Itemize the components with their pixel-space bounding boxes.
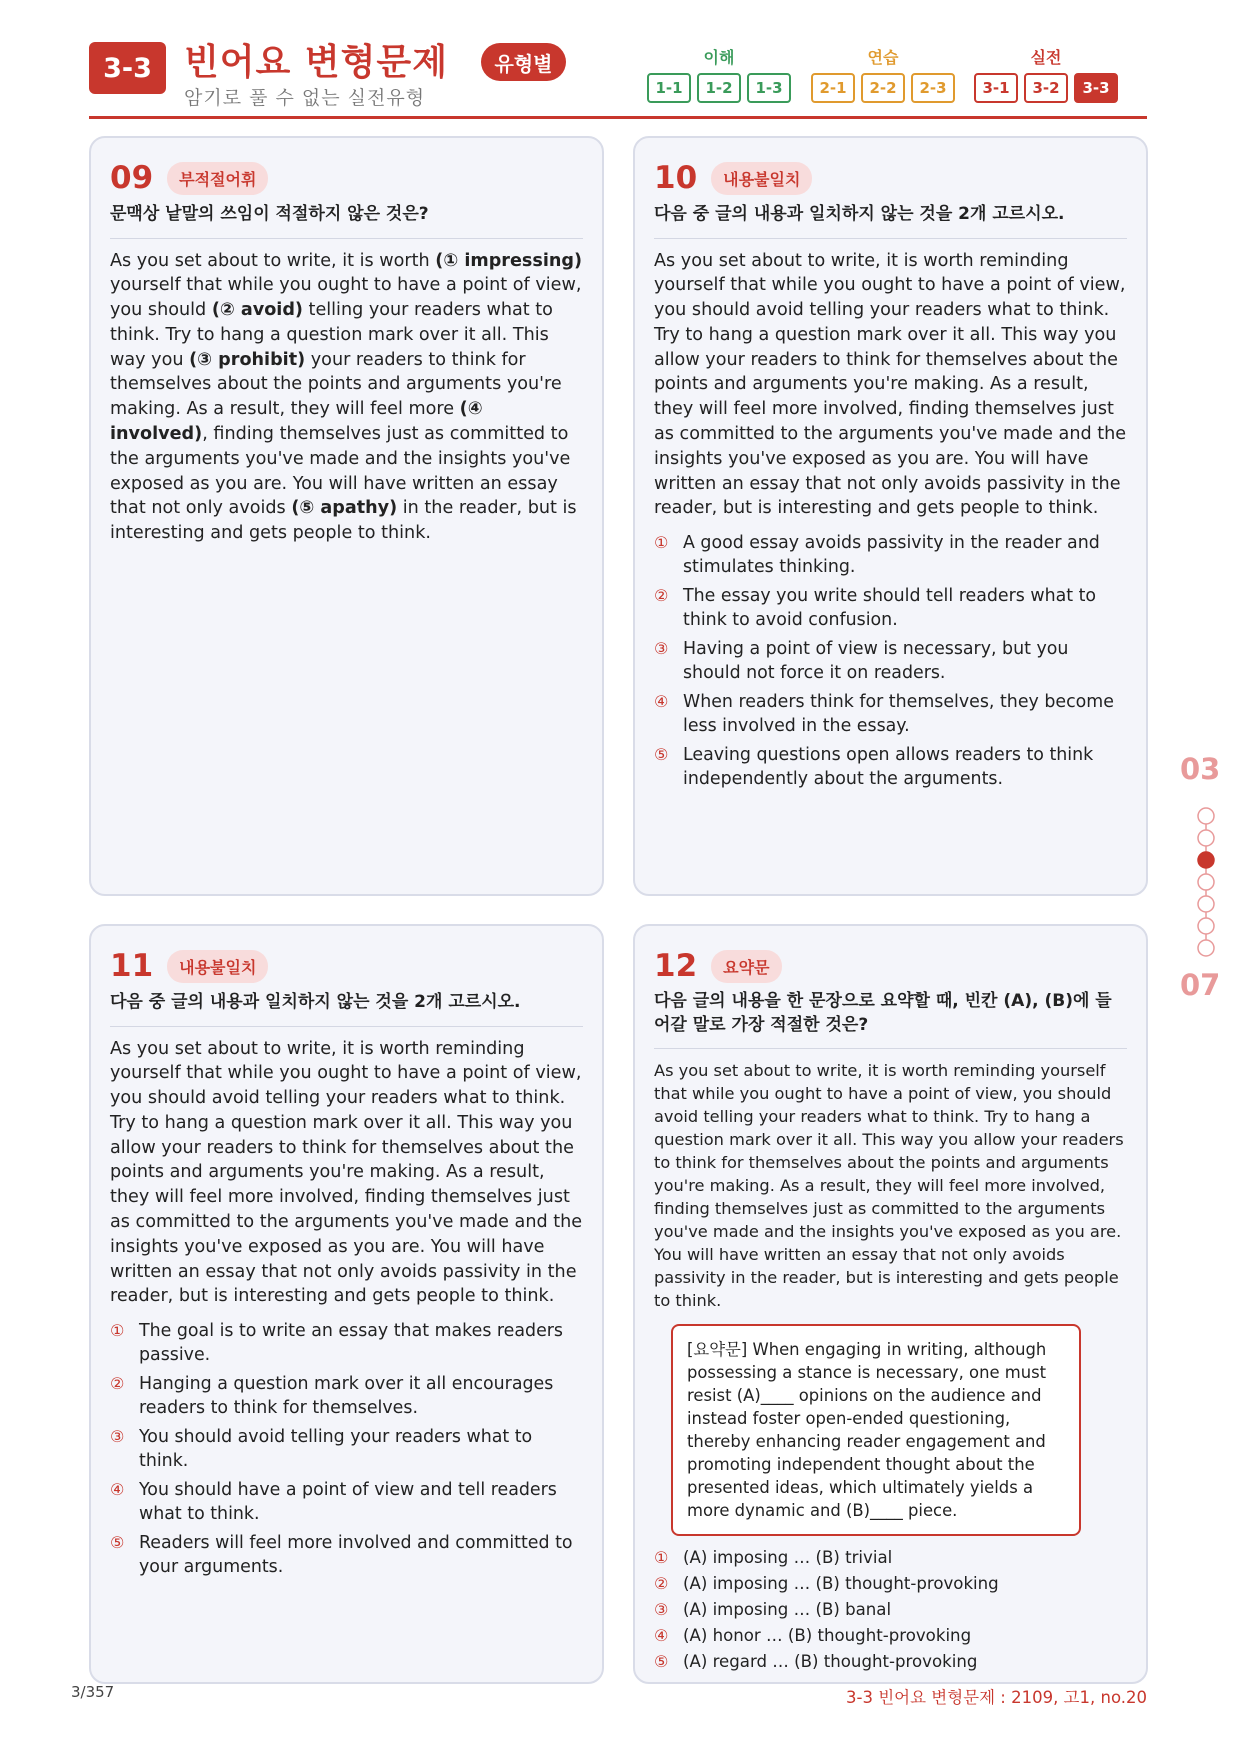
answer-option[interactable] <box>654 690 1127 738</box>
option-marker: ② <box>110 1374 125 1394</box>
option-marker: ① <box>654 533 669 553</box>
option-text: When readers think for themselves, they become less involved in the essay. <box>683 692 1114 737</box>
option-text: You should have a point of view and tell readers what to think. <box>139 1480 557 1525</box>
question-stem: 다음 중 글의 내용과 일치하지 않는 것을 2개 고르시오. <box>654 202 1127 239</box>
answer-option[interactable] <box>110 1478 583 1526</box>
passage-text: yourself that while you ought to have a point of view, you should <box>110 275 582 321</box>
answer-option[interactable] <box>654 1598 1127 1622</box>
question-card-10 <box>633 136 1148 896</box>
option-text: You should avoid telling your readers what to think. <box>139 1427 533 1472</box>
option-marker: ① <box>654 1547 669 1567</box>
option-text: Having a point of view is necessary, but you should not force it on readers. <box>683 639 1069 684</box>
vocab-choice: (③ prohibit) <box>189 349 306 370</box>
option-text: (A) honor … (B) thought-provoking <box>683 1625 972 1645</box>
question-card-12 <box>633 924 1148 1684</box>
option-marker: ③ <box>654 1599 669 1619</box>
level-group-practice <box>811 45 955 103</box>
page-subtitle: 암기로 풀 수 없는 실전유형 <box>184 87 426 109</box>
answer-option[interactable] <box>110 1425 583 1473</box>
summary-box: [요약문] When engaging in writing, although possessing a stance is necessary, one must resist (A)____ opinions on the audience and instead foster open-ended questioning, thereby enhancing reader engagement and promoting independent thought about the presented ideas, which ultimately yields a more dynamic and (B)____ piece. <box>671 1324 1081 1536</box>
answer-options <box>654 1546 1127 1674</box>
level-chip-1-2[interactable]: 1-2 <box>697 73 741 103</box>
question-stem: 다음 중 글의 내용과 일치하지 않는 것을 2개 고르시오. <box>110 990 583 1027</box>
option-text: Leaving questions open allows readers to think independently about the arguments. <box>683 745 1094 790</box>
question-number: 12 <box>654 948 698 984</box>
option-text: Hanging a question mark over it all encourages readers to think for themselves. <box>139 1374 554 1419</box>
rail-end-number: 07 <box>1180 968 1221 1002</box>
progress-rail <box>1195 806 1217 966</box>
vocab-choice: (④ involved) <box>110 399 483 445</box>
question-number: 11 <box>110 948 154 984</box>
answer-option[interactable] <box>654 743 1127 791</box>
rail-step[interactable] <box>1198 874 1214 890</box>
answer-option[interactable] <box>654 1650 1127 1674</box>
rail-step-active[interactable] <box>1198 852 1214 868</box>
passage-text: your readers to think for themselves about the points and arguments you're making. As a result, they will feel more <box>110 349 562 420</box>
answer-options <box>110 1319 583 1579</box>
level-group-real <box>974 45 1118 103</box>
option-marker: ⑤ <box>654 1651 669 1671</box>
progress-steps <box>1195 806 1217 966</box>
option-text: The goal is to write an essay that makes readers passive. <box>139 1321 563 1366</box>
option-text: (A) imposing … (B) trivial <box>683 1547 893 1567</box>
option-text: Readers will feel more involved and committed to your arguments. <box>139 1533 573 1578</box>
level-group-label: 연습 <box>867 48 899 67</box>
question-type-tag: 부적절어휘 <box>167 162 268 195</box>
vocab-choice: (① impressing) <box>435 250 583 271</box>
answer-option[interactable] <box>654 1624 1127 1648</box>
answer-option[interactable] <box>110 1531 583 1579</box>
question-stem: 문맥상 낱말의 쓰임이 적절하지 않은 것은? <box>110 202 583 239</box>
page-title: 빈어요 변형문제 <box>184 42 448 83</box>
level-chip-1-3[interactable]: 1-3 <box>747 73 791 103</box>
answer-option[interactable] <box>110 1319 583 1367</box>
option-text: (A) regard … (B) thought-provoking <box>683 1651 978 1671</box>
question-type-tag: 내용불일치 <box>167 950 268 983</box>
level-group-label: 실전 <box>1030 48 1062 67</box>
level-chip-2-1[interactable]: 2-1 <box>811 73 855 103</box>
passage-text: , finding themselves just as committed to the arguments you've made and the insights you've exposed as you are. You will have written an essay that not only avoids <box>110 424 571 519</box>
rail-step[interactable] <box>1198 896 1214 912</box>
passage-text: in the reader, but is interesting and gets people to think. <box>110 498 577 544</box>
passage-text: telling your readers what to think. Try to hang a question mark over it all. This way you <box>110 300 553 370</box>
question-passage: As you set about to write, it is worth reminding yourself that while you ought to have a point of view, you should avoid telling your readers what to think. Try to hang a question mark over it all. This way you allow your readers to think for themselves about the points and arguments you're making. As a result, they will feel more involved, finding themselves just as committed to the arguments you've made and the insights you've exposed as you are. You will have written an essay that not only avoids passivity in the reader, but is interesting and gets people to think. <box>654 250 1127 519</box>
option-marker: ① <box>110 1321 125 1341</box>
answer-option[interactable] <box>654 1546 1127 1570</box>
option-text: A good essay avoids passivity in the reader and stimulates thinking. <box>683 533 1100 578</box>
answer-option[interactable] <box>654 531 1127 579</box>
level-group-understand <box>647 45 791 103</box>
source-citation: 3-3 빈어요 변형문제 : 2109, 고1, no.20 <box>846 1688 1147 1707</box>
vocab-choice: (② avoid) <box>211 300 303 321</box>
level-group-label: 이해 <box>703 48 735 67</box>
level-chip-2-2[interactable]: 2-2 <box>861 73 905 103</box>
option-marker: ④ <box>110 1480 125 1500</box>
question-card-11 <box>89 924 604 1684</box>
option-text: (A) imposing … (B) thought-provoking <box>683 1573 999 1593</box>
answer-option[interactable] <box>110 1372 583 1420</box>
answer-option[interactable] <box>654 637 1127 685</box>
question-card-09 <box>89 136 604 896</box>
question-type-tag: 요약문 <box>711 950 781 983</box>
question-type-tag: 내용불일치 <box>711 162 812 195</box>
rail-step[interactable] <box>1198 918 1214 934</box>
unit-badge: 3-3 <box>89 42 166 94</box>
question-passage <box>110 249 583 547</box>
answer-option[interactable] <box>654 1572 1127 1596</box>
option-text: The essay you write should tell readers what to think to avoid confusion. <box>683 586 1097 631</box>
question-passage: As you set about to write, it is worth reminding yourself that while you ought to have a point of view, you should avoid telling your readers what to think. Try to hang a question mark over it all. This way you allow your readers to think for themselves about the points and arguments you're making. As a result, they will feel more involved, finding themselves just as committed to the arguments you've made and the insights you've exposed as you are. You will have written an essay that not only avoids passivity in the reader, but is interesting and gets people to think. <box>654 1060 1124 1310</box>
rail-step[interactable] <box>1198 830 1214 846</box>
option-marker: ④ <box>654 692 669 712</box>
question-passage: As you set about to write, it is worth reminding yourself that while you ought to have a point of view, you should avoid telling your readers what to think. Try to hang a question mark over it all. This way you allow your readers to think for themselves about the points and arguments you're making. As a result, they will feel more involved, finding themselves just as committed to the arguments you've made and the insights you've exposed as you are. You will have written an essay that not only avoids passivity in the reader, but is interesting and gets people to think. <box>110 1038 583 1307</box>
question-number: 10 <box>654 160 698 196</box>
answer-options <box>654 531 1127 791</box>
level-chip-3-2[interactable]: 3-2 <box>1024 73 1068 103</box>
level-chip-3-3[interactable]: 3-3 <box>1074 73 1118 103</box>
rail-start-number: 03 <box>1180 752 1221 786</box>
answer-option[interactable] <box>654 584 1127 632</box>
option-marker: ③ <box>110 1427 125 1447</box>
rail-step[interactable] <box>1198 808 1214 824</box>
option-marker: ⑤ <box>654 745 669 765</box>
question-number: 09 <box>110 160 154 196</box>
vocab-choice: (⑤ apathy) <box>291 498 398 519</box>
option-marker: ② <box>654 586 669 606</box>
question-stem: 다음 글의 내용을 한 문장으로 요약할 때, 빈칸 (A), (B)에 들어갈 말로 가장 적절한 것은? <box>654 990 1127 1049</box>
option-marker: ② <box>654 1573 669 1593</box>
type-badge: 유형별 <box>481 43 566 81</box>
level-chip-3-1[interactable]: 3-1 <box>974 73 1018 103</box>
page-number: 3/357 <box>71 1683 115 1701</box>
option-marker: ⑤ <box>110 1533 125 1553</box>
passage-text: As you set about to write, it is worth <box>110 250 436 271</box>
option-marker: ④ <box>654 1625 669 1645</box>
option-text: (A) imposing … (B) banal <box>683 1599 892 1619</box>
option-marker: ③ <box>654 639 669 659</box>
header-divider <box>89 116 1147 119</box>
level-chip-2-3[interactable]: 2-3 <box>911 73 955 103</box>
rail-step[interactable] <box>1198 940 1214 956</box>
level-chip-1-1[interactable]: 1-1 <box>647 73 691 103</box>
